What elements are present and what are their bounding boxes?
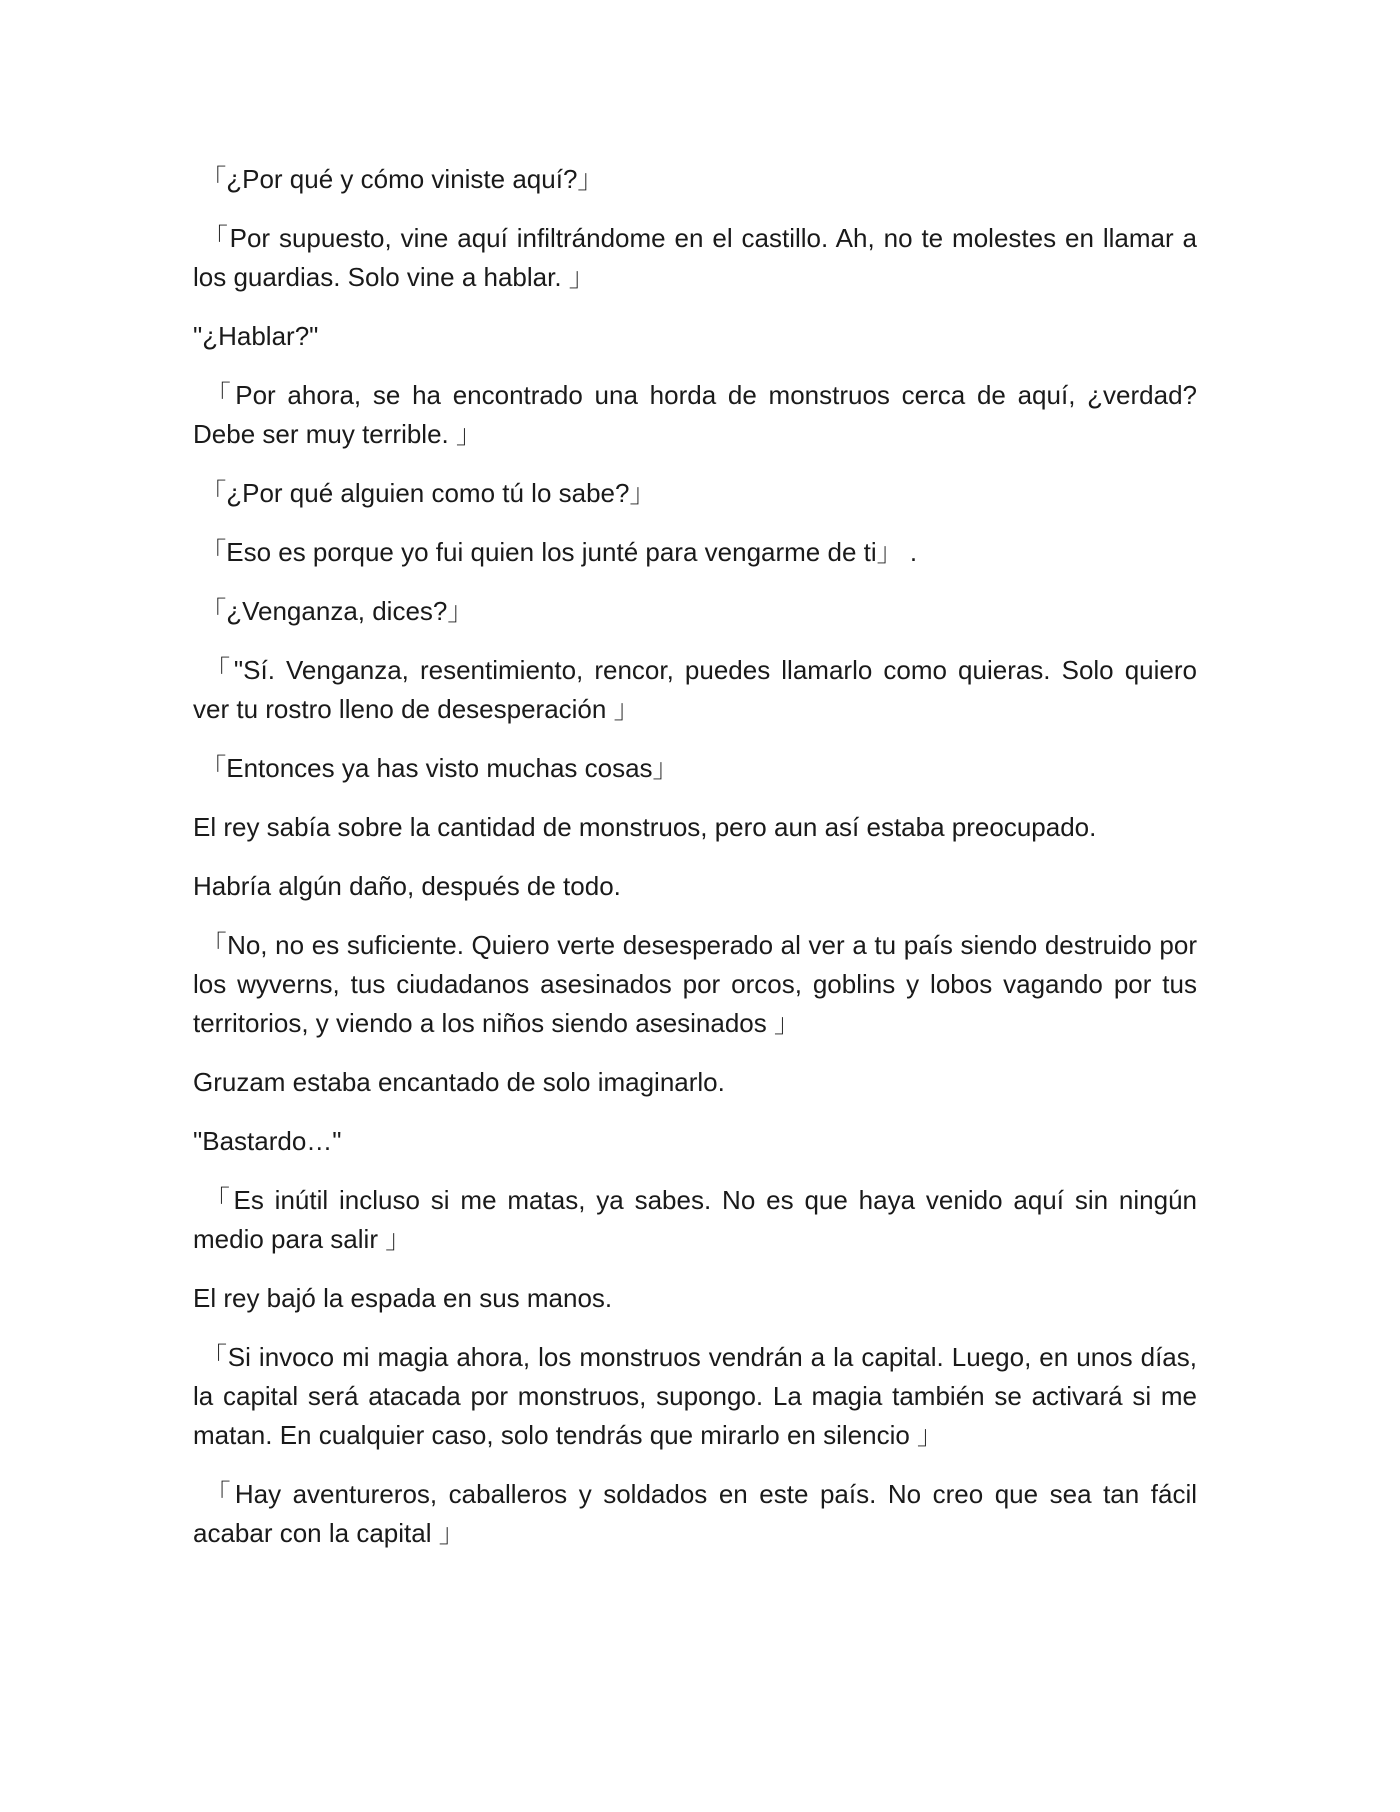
paragraph-17: 「Si invoco mi magia ahora, los monstruos vendrán a la capital. Luego, en unos días, la capital será atacada por monstruos, supongo. La magia también se activará si me matan. En cualquier caso, solo tendrás que mirarlo en silencio 」 [193,1342,1205,1450]
paragraph-2: 「Por supuesto, vine aquí infiltrándome en el castillo. Ah, no te molestes en llamar a los guardias. Solo vine a hablar. 」 [193,223,1205,292]
paragraph-5: 「¿Por qué alguien como tú lo sabe?」 [193,478,656,508]
paragraph-15: 「Es inútil incluso si me matas, ya sabes. No es que haya venido aquí sin ningún medio para salir 」 [193,1185,1205,1254]
paragraph-10: El rey sabía sobre la cantidad de monstruos, pero aun así estaba preocupado. [193,812,1097,842]
document-page [193,160,1205,1573]
paragraph-14: "Bastardo…" [193,1126,342,1156]
paragraph-8: 「"Sí. Venganza, resentimiento, rencor, puedes llamarlo como quieras. Solo quiero ver tu rostro lleno de desesperación 」 [193,655,1205,724]
paragraph-9: 「Entonces ya has visto muchas cosas」 [193,753,679,783]
paragraph-11: Habría algún daño, después de todo. [193,871,621,901]
paragraph-4: 「Por ahora, se ha encontrado una horda de monstruos cerca de aquí, ¿verdad? Debe ser muy terrible. 」 [193,380,1205,449]
paragraph-13: Gruzam estaba encantado de solo imaginarlo. [193,1067,725,1097]
paragraph-16: El rey bajó la espada en sus manos. [193,1283,613,1313]
paragraph-18: 「Hay aventureros, caballeros y soldados en este país. No creo que sea tan fácil acabar con la capital 」 [193,1479,1205,1548]
paragraph-7: 「¿Venganza, dices?」 [193,596,474,626]
paragraph-3: "¿Hablar?" [193,321,319,351]
paragraph-12: 「No, no es suficiente. Quiero verte desesperado al ver a tu país siendo destruido por los wyverns, tus ciudadanos asesinados por orcos, goblins y lobos vagando por tus territorios, y viendo a los niños siendo asesinados 」 [193,930,1205,1038]
paragraph-1: 「¿Por qué y cómo viniste aquí?」 [193,164,604,194]
paragraph-6: 「Eso es porque yo fui quien los junté para vengarme de ti」 . [193,537,918,567]
